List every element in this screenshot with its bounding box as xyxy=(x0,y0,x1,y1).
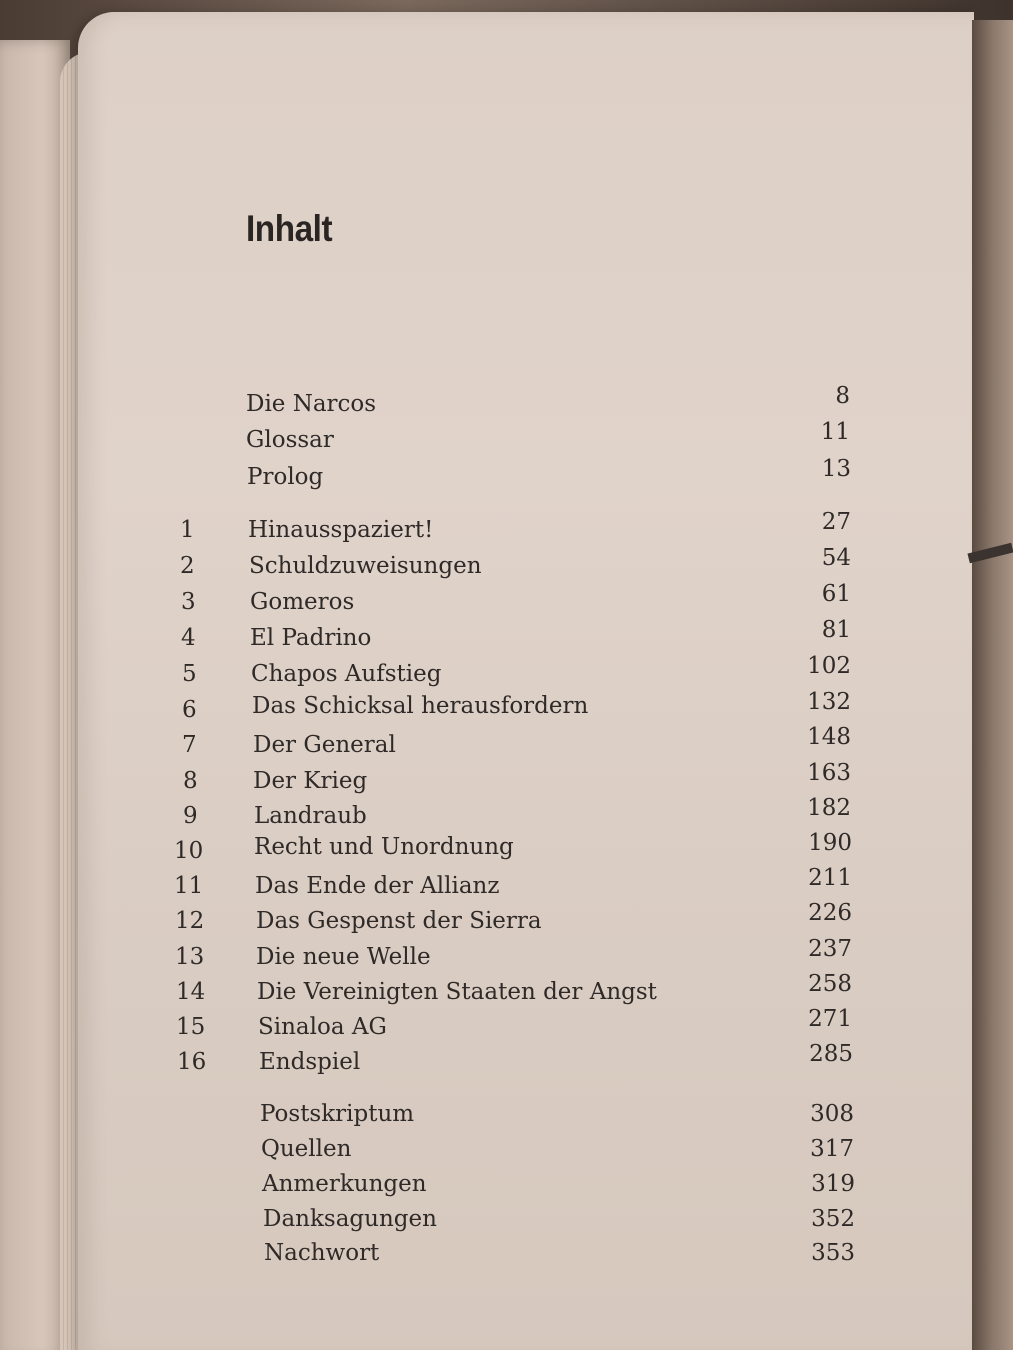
toc-entry-label: Nachwort xyxy=(264,1240,380,1266)
chapter-number: 16 xyxy=(177,1049,207,1075)
toc-entry-page: 11 xyxy=(820,419,850,445)
toc-entry xyxy=(0,1133,1013,1165)
chapter-page: 61 xyxy=(821,581,851,607)
chapter-title: Das Ende der Allianz xyxy=(255,873,500,899)
toc-chapter-row xyxy=(0,865,1013,902)
chapter-number: 7 xyxy=(182,732,197,758)
chapter-number: 13 xyxy=(175,944,205,970)
chapter-title: Der Krieg xyxy=(253,768,368,794)
chapter-page: 27 xyxy=(821,509,851,535)
chapter-title: Die Vereinigten Staaten der Angst xyxy=(257,979,657,1005)
toc-chapter-row xyxy=(0,760,1013,797)
chapter-page: 258 xyxy=(808,971,852,997)
toc-chapter-row xyxy=(0,724,1013,761)
toc-entry xyxy=(0,383,1013,420)
chapter-number: 1 xyxy=(180,517,195,543)
toc-chapter-row xyxy=(0,936,1013,973)
chapter-title: Chapos Aufstieg xyxy=(251,661,442,687)
toc-entry-label: Glossar xyxy=(246,427,334,453)
toc-entry xyxy=(0,1168,1013,1200)
toc-entry-label: Quellen xyxy=(261,1136,352,1162)
chapter-number: 12 xyxy=(175,908,205,934)
chapter-page: 285 xyxy=(809,1041,853,1067)
chapter-title: Das Gespenst der Sierra xyxy=(256,908,542,934)
chapter-page: 226 xyxy=(808,900,852,926)
chapter-title: Das Schicksal herausfordern xyxy=(252,693,589,719)
chapter-title: El Padrino xyxy=(250,625,372,651)
chapter-number: 10 xyxy=(174,838,204,864)
toc-chapter-row xyxy=(0,689,1013,726)
toc-chapter-row xyxy=(0,900,1013,937)
toc-entry-page: 317 xyxy=(810,1136,854,1162)
chapter-page: 132 xyxy=(807,689,851,715)
toc-entry xyxy=(0,1203,1013,1235)
toc-entry-page: 352 xyxy=(811,1206,855,1232)
chapter-number: 6 xyxy=(182,697,197,723)
toc-chapter-row xyxy=(0,509,1013,546)
chapter-page: 54 xyxy=(821,545,851,571)
toc-entry-label: Prolog xyxy=(247,464,324,490)
toc-entry-page: 308 xyxy=(810,1101,854,1127)
chapter-title: Sinaloa AG xyxy=(258,1014,387,1040)
chapter-page: 190 xyxy=(808,830,852,856)
chapter-number: 5 xyxy=(182,661,197,687)
toc-entry-page: 8 xyxy=(835,383,850,409)
toc-entry xyxy=(0,456,1013,493)
toc-chapter-row xyxy=(0,830,1013,867)
chapter-title: Recht und Unordnung xyxy=(254,834,514,860)
toc-entry-page: 13 xyxy=(821,456,851,482)
toc-entry-label: Danksagungen xyxy=(263,1206,437,1232)
toc-entry xyxy=(0,1237,1013,1269)
toc-entry-label: Anmerkungen xyxy=(262,1171,427,1197)
chapter-page: 271 xyxy=(808,1006,852,1032)
toc-chapter-row xyxy=(0,617,1013,654)
toc-entry-label: Die Narcos xyxy=(246,391,377,417)
toc-entry xyxy=(0,419,1013,456)
chapter-title: Die neue Welle xyxy=(256,944,431,970)
chapter-page: 211 xyxy=(808,865,852,891)
toc-entry-page: 353 xyxy=(811,1240,855,1266)
chapter-number: 14 xyxy=(176,979,206,1005)
toc-chapter-row xyxy=(0,653,1013,690)
chapter-title: Landraub xyxy=(254,803,367,829)
toc-chapter-row xyxy=(0,1006,1013,1043)
toc-chapter-row xyxy=(0,971,1013,1008)
chapter-title: Endspiel xyxy=(259,1049,361,1075)
chapter-number: 15 xyxy=(176,1014,206,1040)
chapter-number: 8 xyxy=(183,768,198,794)
page-title: Inhalt xyxy=(246,208,333,249)
chapter-number: 11 xyxy=(174,873,204,899)
chapter-number: 9 xyxy=(183,803,198,829)
chapter-number: 3 xyxy=(181,589,196,615)
toc-chapter-row xyxy=(0,545,1013,582)
chapter-page: 163 xyxy=(807,760,851,786)
chapter-page: 102 xyxy=(807,653,851,679)
toc-chapter-row xyxy=(0,581,1013,618)
toc-entry-page: 319 xyxy=(811,1171,855,1197)
toc-entry-label: Postskriptum xyxy=(260,1101,415,1127)
toc-chapter-row xyxy=(0,1041,1013,1078)
chapter-title: Schuldzuweisungen xyxy=(249,553,482,579)
chapter-page: 148 xyxy=(807,724,851,750)
toc-chapter-row xyxy=(0,795,1013,832)
chapter-number: 4 xyxy=(181,625,196,651)
chapter-page: 237 xyxy=(808,936,852,962)
chapter-number: 2 xyxy=(180,553,195,579)
chapter-title: Hinausspaziert! xyxy=(248,517,434,543)
toc-entry xyxy=(0,1098,1013,1130)
chapter-page: 182 xyxy=(807,795,851,821)
chapter-page: 81 xyxy=(821,617,851,643)
chapter-title: Gomeros xyxy=(250,589,355,615)
chapter-title: Der General xyxy=(253,732,396,758)
